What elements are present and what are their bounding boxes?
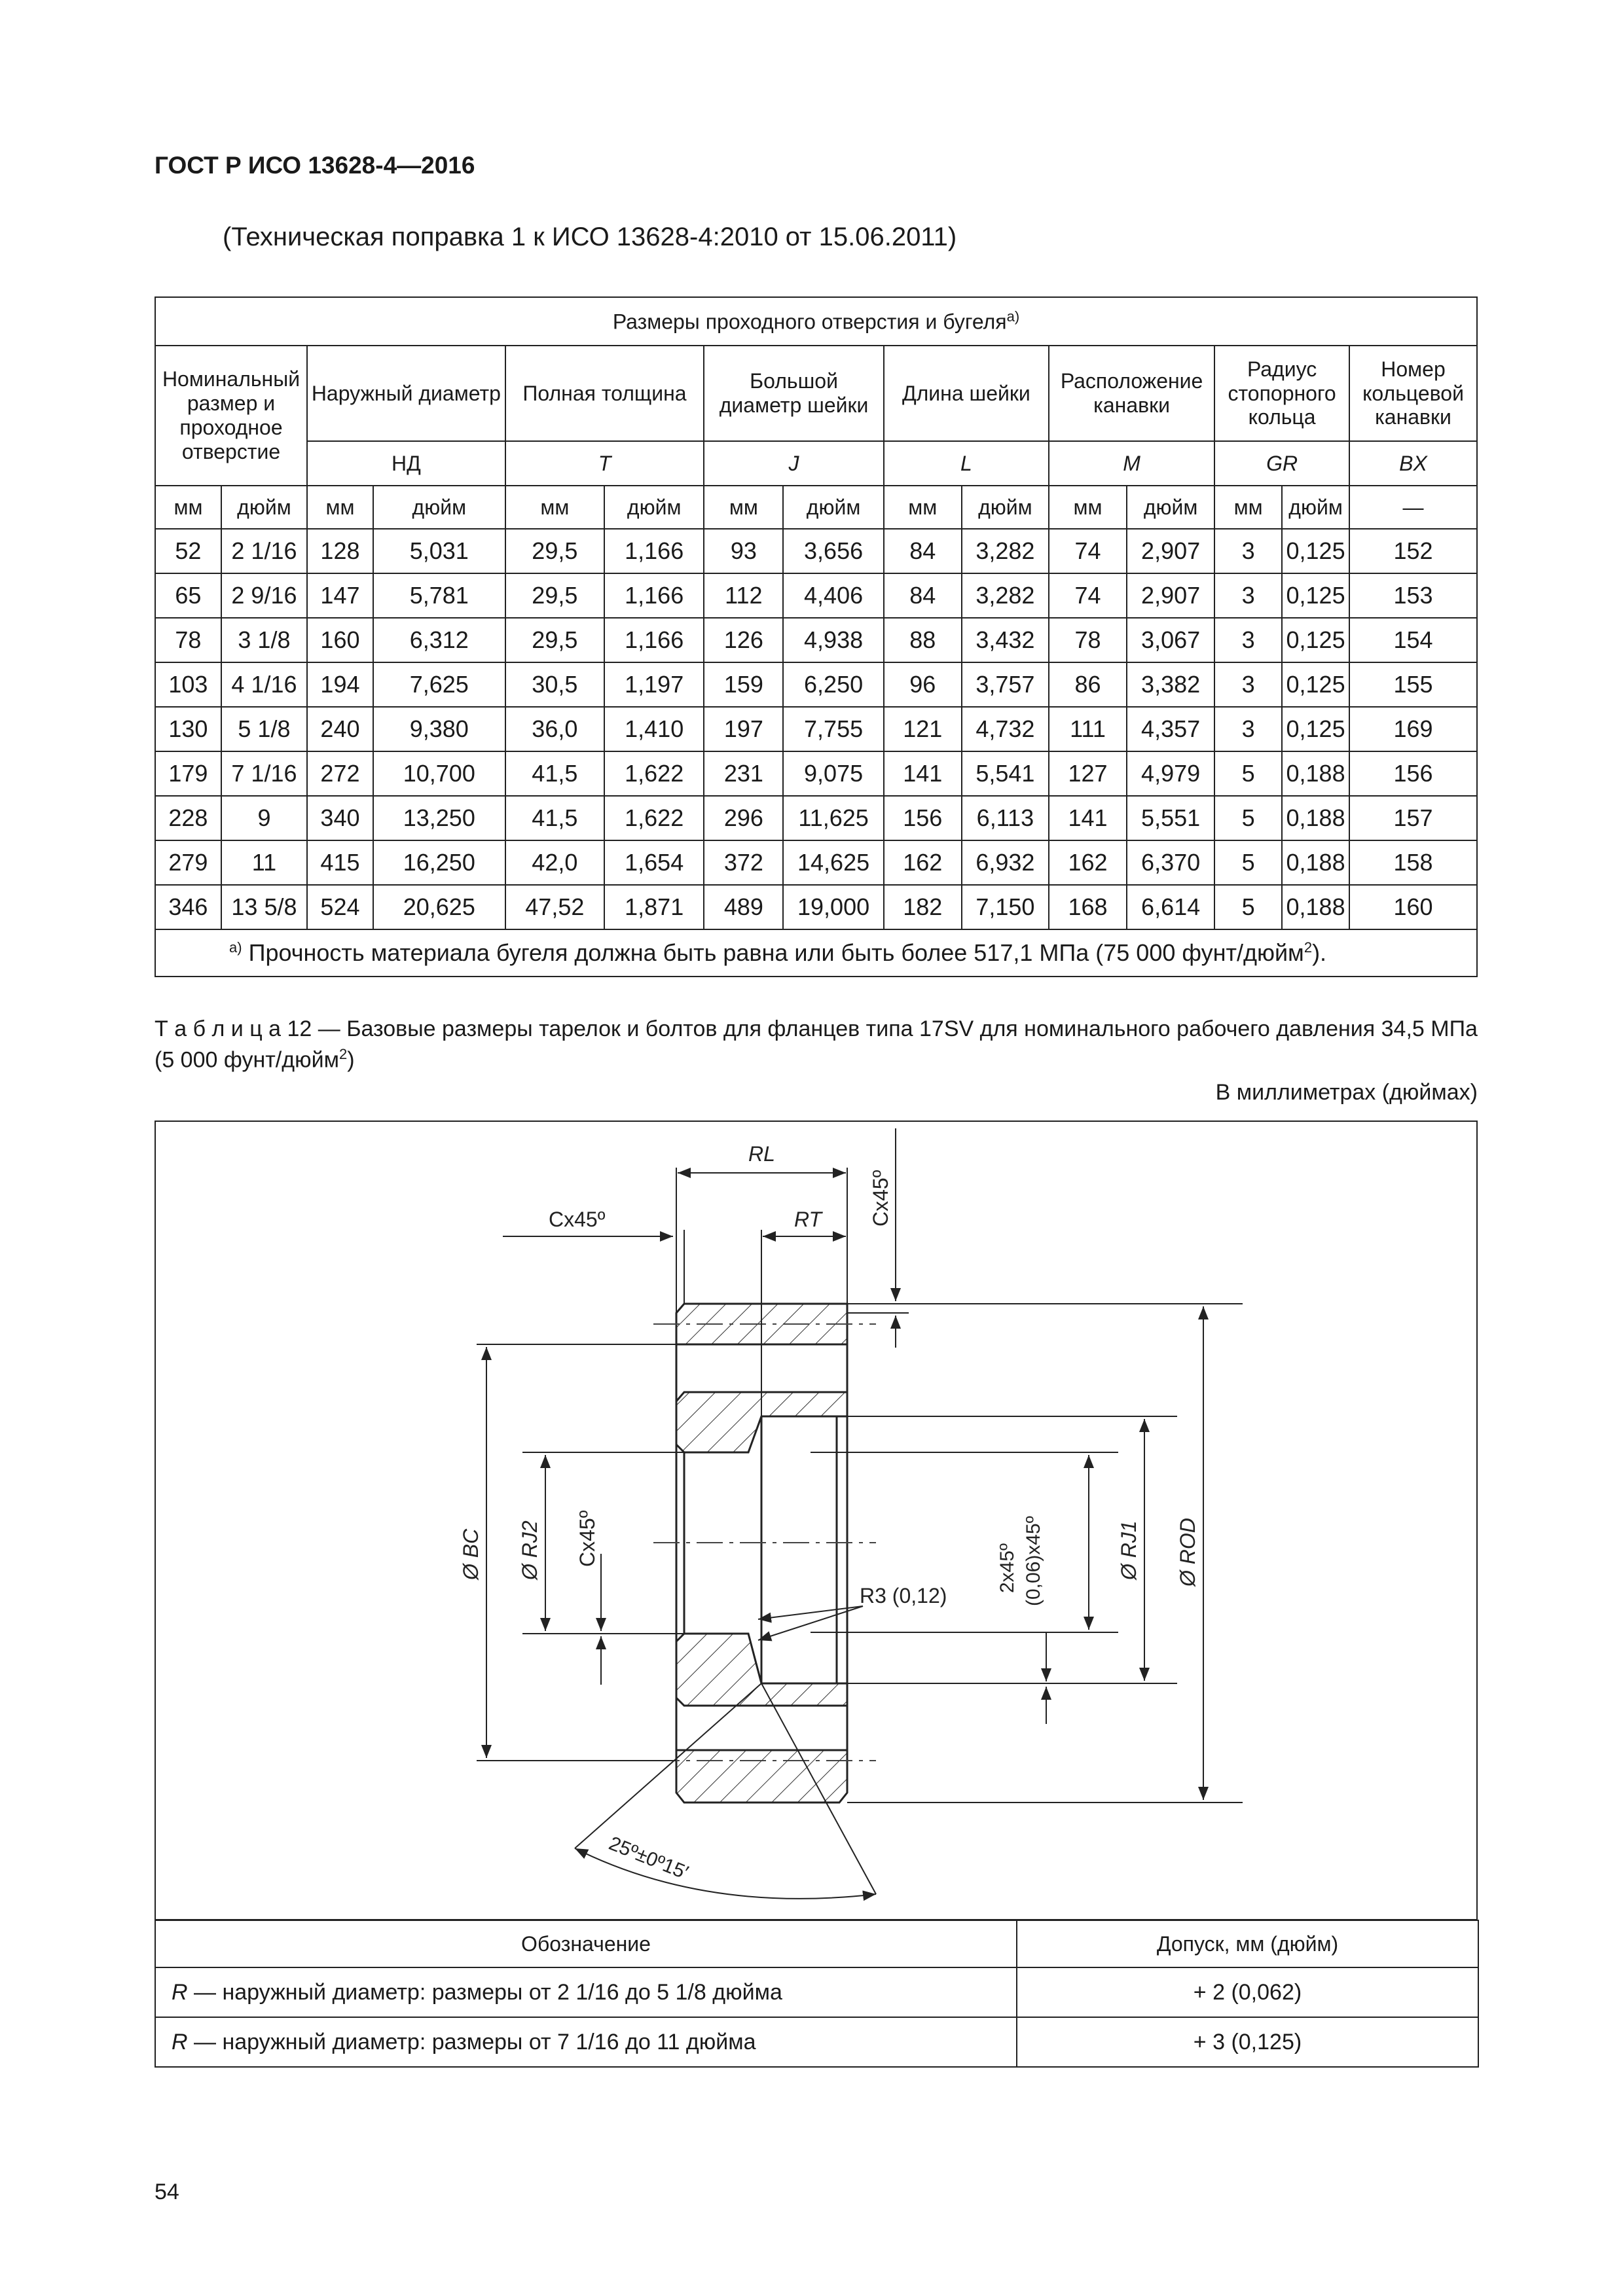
- table-row: [155, 751, 1477, 796]
- unit-cell: дюйм: [783, 486, 883, 529]
- table-cell: 1,166: [604, 529, 704, 573]
- table-row: [155, 529, 1477, 573]
- label-rt: RT: [794, 1208, 822, 1231]
- table-row: [155, 840, 1477, 885]
- units-label: В миллиметрах (дюймах): [1215, 1080, 1478, 1105]
- table-cell: 10,700: [373, 751, 505, 796]
- table-cell: 159: [704, 662, 783, 707]
- table-cell: 1,166: [604, 573, 704, 618]
- tolerance-designation: R — наружный диаметр: размеры от 7 1/16 до 11 дюйма: [155, 2017, 1017, 2067]
- table-cell: 78: [1049, 618, 1127, 662]
- unit-cell: дюйм: [221, 486, 307, 529]
- table-cell: 130: [155, 707, 221, 751]
- table-cell: 141: [884, 751, 962, 796]
- table-cell: 3: [1214, 707, 1282, 751]
- symbol-bx: BX: [1349, 441, 1477, 486]
- table-cell: 0,188: [1282, 840, 1349, 885]
- table-cell: 36,0: [505, 707, 604, 751]
- col-header-thickness: Полная толщина: [505, 346, 704, 441]
- technical-drawing-frame: [155, 1121, 1478, 1920]
- table-cell: 86: [1049, 662, 1127, 707]
- table-cell: 19,000: [783, 885, 883, 929]
- table-cell: 6,614: [1127, 885, 1214, 929]
- table-cell: 103: [155, 662, 221, 707]
- table-cell: 272: [307, 751, 373, 796]
- table-cell: 3,382: [1127, 662, 1214, 707]
- table-cell: 3 1/8: [221, 618, 307, 662]
- page-number: 54: [155, 2179, 179, 2204]
- table-row: [155, 885, 1477, 929]
- table-cell: 1,622: [604, 796, 704, 840]
- table-cell: 169: [1349, 707, 1477, 751]
- unit-cell: мм: [505, 486, 604, 529]
- table-cell: 6,312: [373, 618, 505, 662]
- table-cell: 29,5: [505, 573, 604, 618]
- table-cell: 47,52: [505, 885, 604, 929]
- table-cell: 128: [307, 529, 373, 573]
- table-cell: 4,406: [783, 573, 883, 618]
- table-cell: 2 9/16: [221, 573, 307, 618]
- table-cell: 3,757: [962, 662, 1049, 707]
- table-cell: 41,5: [505, 796, 604, 840]
- table-cell: 240: [307, 707, 373, 751]
- table-cell: 127: [1049, 751, 1127, 796]
- table-cell: 0,125: [1282, 573, 1349, 618]
- table-cell: 74: [1049, 573, 1127, 618]
- table-cell: 121: [884, 707, 962, 751]
- table-cell: 0,125: [1282, 529, 1349, 573]
- table-cell: 9,075: [783, 751, 883, 796]
- symbol-gr: GR: [1214, 441, 1349, 486]
- tolerance-header-value: Допуск, мм (дюйм): [1017, 1920, 1478, 1967]
- table-cell: 162: [884, 840, 962, 885]
- table-cell: 194: [307, 662, 373, 707]
- table-cell: 52: [155, 529, 221, 573]
- tolerance-header-designation: Обозначение: [155, 1920, 1017, 1967]
- table-cell: 5: [1214, 751, 1282, 796]
- table-cell: 3,432: [962, 618, 1049, 662]
- table-cell: 13 5/8: [221, 885, 307, 929]
- tolerance-value: + 2 (0,062): [1017, 1967, 1478, 2017]
- table-cell: 9: [221, 796, 307, 840]
- table-cell: 78: [155, 618, 221, 662]
- table-cell: 228: [155, 796, 221, 840]
- table-12-caption: Т а б л и ц а 12 — Базовые размеры тарелок и болтов для фланцев типа 17SV для номинального рабочего давления 34,5 МПа (5 000 фунт/дюйм$^2$): [155, 1016, 1478, 1073]
- unit-cell: мм: [1049, 486, 1127, 529]
- table-cell: 154: [1349, 618, 1477, 662]
- table-cell: 88: [884, 618, 962, 662]
- label-chamfer-1: 2x45º: [996, 1543, 1018, 1593]
- table-row: [155, 796, 1477, 840]
- unit-cell: мм: [155, 486, 221, 529]
- table-cell: 0,125: [1282, 707, 1349, 751]
- table-cell: 84: [884, 573, 962, 618]
- table-cell: 155: [1349, 662, 1477, 707]
- table-cell: 4,979: [1127, 751, 1214, 796]
- tolerance-table: [155, 1920, 1479, 2068]
- table-cell: 9,380: [373, 707, 505, 751]
- label-bc: Ø BC: [459, 1528, 483, 1580]
- units-row: [155, 486, 1477, 529]
- table-cell: 5,031: [373, 529, 505, 573]
- table-cell: 3: [1214, 662, 1282, 707]
- table-cell: 5,551: [1127, 796, 1214, 840]
- unit-cell: мм: [704, 486, 783, 529]
- table-row: [155, 618, 1477, 662]
- table-cell: 156: [884, 796, 962, 840]
- table-cell: 415: [307, 840, 373, 885]
- table-cell: 29,5: [505, 529, 604, 573]
- col-header-ring-radius: Радиус стопорного кольца: [1214, 346, 1349, 441]
- table-cell: 168: [1049, 885, 1127, 929]
- col-header-neck-diameter: Большой диаметр шейки: [704, 346, 883, 441]
- table-cell: 5: [1214, 796, 1282, 840]
- symbol-nd: НД: [307, 441, 505, 486]
- table-cell: 340: [307, 796, 373, 840]
- table-cell: 65: [155, 573, 221, 618]
- table-cell: 84: [884, 529, 962, 573]
- table-cell: 372: [704, 840, 783, 885]
- unit-cell: дюйм: [962, 486, 1049, 529]
- table-cell: 1,197: [604, 662, 704, 707]
- table-cell: 2 1/16: [221, 529, 307, 573]
- unit-cell: дюйм: [604, 486, 704, 529]
- table-cell: 4,732: [962, 707, 1049, 751]
- table-cell: 0,188: [1282, 885, 1349, 929]
- label-rj1: Ø RJ1: [1117, 1520, 1140, 1580]
- table-row: [155, 707, 1477, 751]
- table-cell: 3: [1214, 618, 1282, 662]
- unit-cell: мм: [1214, 486, 1282, 529]
- table-11-caption: Размеры проходного отверстия и бугеля$^{а)}$: [155, 297, 1477, 346]
- table-cell: 156: [1349, 751, 1477, 796]
- table-cell: 111: [1049, 707, 1127, 751]
- table-cell: 489: [704, 885, 783, 929]
- col-header-groove-location: Расположение канавки: [1049, 346, 1214, 441]
- table-cell: 296: [704, 796, 783, 840]
- table-cell: 3: [1214, 573, 1282, 618]
- table-cell: 279: [155, 840, 221, 885]
- table-cell: 29,5: [505, 618, 604, 662]
- table-cell: 11: [221, 840, 307, 885]
- table-cell: 1,410: [604, 707, 704, 751]
- table-cell: 524: [307, 885, 373, 929]
- table-cell: 5,541: [962, 751, 1049, 796]
- table-cell: 2,907: [1127, 529, 1214, 573]
- table-cell: 153: [1349, 573, 1477, 618]
- table-cell: 74: [1049, 529, 1127, 573]
- col-header-neck-length: Длина шейки: [884, 346, 1049, 441]
- table-cell: 30,5: [505, 662, 604, 707]
- unit-cell: мм: [307, 486, 373, 529]
- table-cell: 162: [1049, 840, 1127, 885]
- table-cell: 4 1/16: [221, 662, 307, 707]
- document-title: ГОСТ Р ИСО 13628-4—2016: [155, 152, 475, 179]
- table-cell: 147: [307, 573, 373, 618]
- table-cell: 182: [884, 885, 962, 929]
- tolerance-designation: R — наружный диаметр: размеры от 2 1/16 до 5 1/8 дюйма: [155, 1967, 1017, 2017]
- table-cell: 231: [704, 751, 783, 796]
- extension-lines: [477, 1168, 1243, 1803]
- table-cell: 7 1/16: [221, 751, 307, 796]
- table-cell: 6,932: [962, 840, 1049, 885]
- table-cell: 3,282: [962, 529, 1049, 573]
- unit-cell: дюйм: [1127, 486, 1214, 529]
- tolerance-value: + 3 (0,125): [1017, 2017, 1478, 2067]
- flange-cross-section-drawing: [156, 1122, 1476, 1919]
- table-cell: 157: [1349, 796, 1477, 840]
- table-cell: 0,188: [1282, 751, 1349, 796]
- symbol-l: L: [884, 441, 1049, 486]
- table-cell: 1,871: [604, 885, 704, 929]
- table-cell: 6,113: [962, 796, 1049, 840]
- col-header-groove-number: Номер кольцевой канавки: [1349, 346, 1477, 441]
- table-cell: 197: [704, 707, 783, 751]
- table-cell: 20,625: [373, 885, 505, 929]
- label-cx45-vertical-top: Cx45º: [869, 1170, 892, 1227]
- table-cell: 93: [704, 529, 783, 573]
- table-cell: 6,370: [1127, 840, 1214, 885]
- table-cell: 7,755: [783, 707, 883, 751]
- table-cell: 41,5: [505, 751, 604, 796]
- col-header-nominal: Номинальный размер и проходное отверстие: [155, 346, 307, 486]
- table-cell: 0,188: [1282, 796, 1349, 840]
- table-cell: 96: [884, 662, 962, 707]
- table-cell: 1,654: [604, 840, 704, 885]
- unit-cell: дюйм: [373, 486, 505, 529]
- label-rj2: Ø RJ2: [518, 1520, 541, 1580]
- table-cell: 152: [1349, 529, 1477, 573]
- table-cell: 158: [1349, 840, 1477, 885]
- table-cell: 3: [1214, 529, 1282, 573]
- unit-cell: дюйм: [1282, 486, 1349, 529]
- table-cell: 6,250: [783, 662, 883, 707]
- label-angle: 25º±0º15′: [606, 1832, 691, 1884]
- table-cell: 5 1/8: [221, 707, 307, 751]
- col-header-outer-diameter: Наружный диаметр: [307, 346, 505, 441]
- symbol-j: J: [704, 441, 883, 486]
- table-cell: 7,625: [373, 662, 505, 707]
- unit-cell: —: [1349, 486, 1477, 529]
- label-r3: R3 (0,12): [860, 1584, 947, 1607]
- table-cell: 0,125: [1282, 618, 1349, 662]
- label-rod: Ø ROD: [1176, 1518, 1199, 1587]
- table-cell: 346: [155, 885, 221, 929]
- table-row: [155, 2017, 1478, 2067]
- table-cell: 42,0: [505, 840, 604, 885]
- correction-note: (Техническая поправка 1 к ИСО 13628-4:2010 от 15.06.2011): [223, 223, 957, 251]
- table-row: [155, 1967, 1478, 2017]
- table-cell: 1,166: [604, 618, 704, 662]
- label-cx45-vertical-mid: Cx45º: [575, 1510, 599, 1567]
- table-cell: 14,625: [783, 840, 883, 885]
- table-cell: 1,622: [604, 751, 704, 796]
- table-cell: 141: [1049, 796, 1127, 840]
- table-cell: 0,125: [1282, 662, 1349, 707]
- symbol-t: T: [505, 441, 704, 486]
- table-cell: 7,150: [962, 885, 1049, 929]
- table-11-footnote: $^{а)}$ Прочность материала бугеля должна быть равна или быть более 517,1 МПа (75 000 фунт/дюйм$^2$).: [155, 929, 1477, 977]
- table-cell: 179: [155, 751, 221, 796]
- table-cell: 5,781: [373, 573, 505, 618]
- table-cell: 5: [1214, 840, 1282, 885]
- table-cell: 3,656: [783, 529, 883, 573]
- label-rl: RL: [748, 1142, 775, 1166]
- symbol-m: M: [1049, 441, 1214, 486]
- table-cell: 112: [704, 573, 783, 618]
- table-cell: 4,357: [1127, 707, 1214, 751]
- table-row: [155, 662, 1477, 707]
- table-cell: 16,250: [373, 840, 505, 885]
- table-cell: 11,625: [783, 796, 883, 840]
- table-cell: 13,250: [373, 796, 505, 840]
- table-cell: 160: [1349, 885, 1477, 929]
- table-cell: 126: [704, 618, 783, 662]
- label-chamfer-2: (0,06)x45º: [1023, 1516, 1044, 1606]
- table-cell: 2,907: [1127, 573, 1214, 618]
- table-11: [155, 296, 1478, 977]
- table-cell: 3,067: [1127, 618, 1214, 662]
- table-cell: 160: [307, 618, 373, 662]
- table-cell: 3,282: [962, 573, 1049, 618]
- table-cell: 5: [1214, 885, 1282, 929]
- label-cx45-top: Cx45º: [549, 1208, 606, 1231]
- unit-cell: мм: [884, 486, 962, 529]
- table-cell: 4,938: [783, 618, 883, 662]
- table-row: [155, 573, 1477, 618]
